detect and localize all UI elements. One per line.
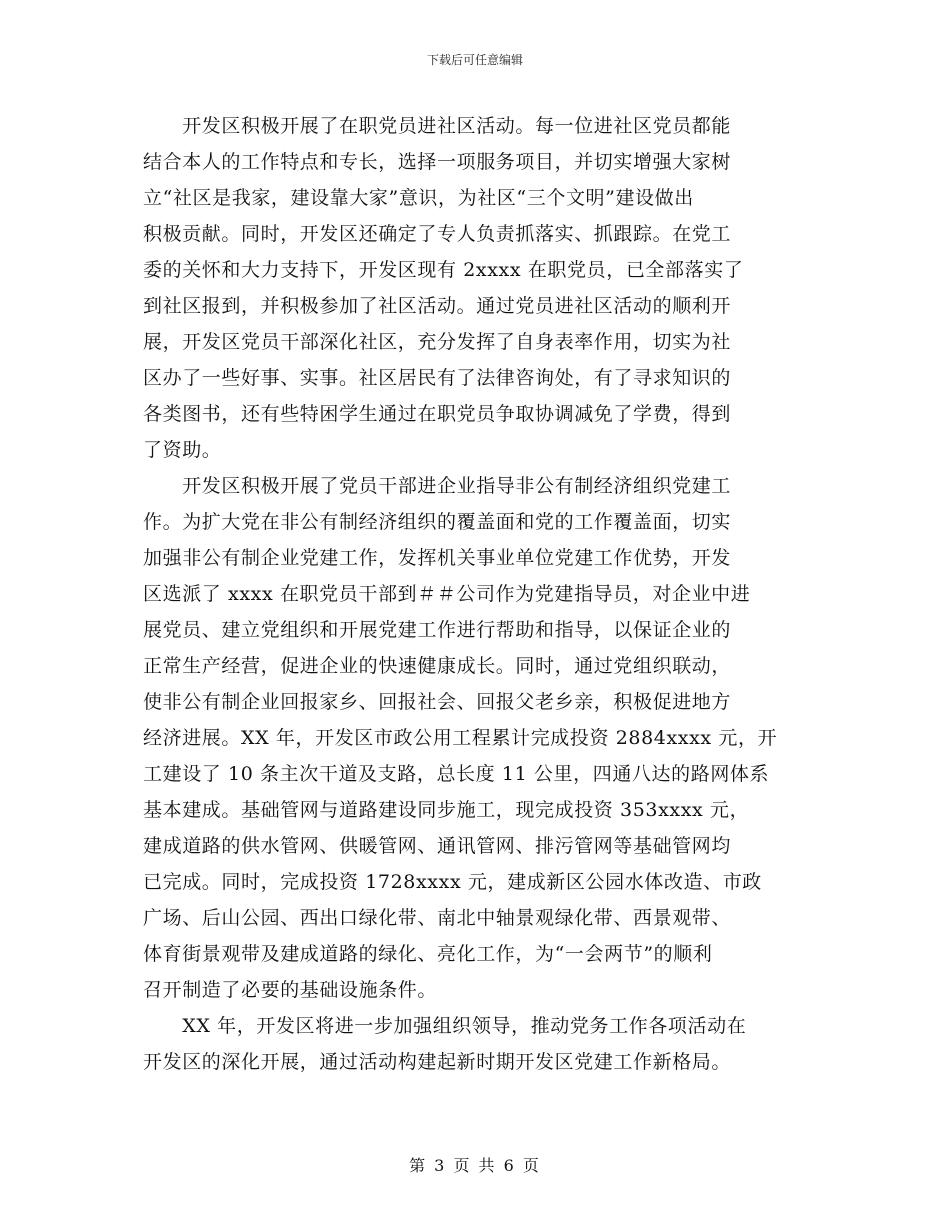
body-line: 区办了一些好事、实事。社区居民有了法律咨询处，有了寻求知识的 (143, 367, 732, 389)
body-line: 作。为扩大党在非公有制经济组织的覆盖面和党的工作覆盖面，切实 (143, 511, 732, 533)
body-line: 基本建成。基础管网与道路建设同步施工，现完成投资 353xxxx 元， (143, 799, 750, 821)
body-line: 到社区报到，并积极参加了社区活动。通过党员进社区活动的顺利开 (143, 295, 732, 317)
page-header: 下载后可任意编辑 (426, 53, 523, 67)
body-line: 开发区积极开展了在职党员进社区活动。每一位进社区党员都能 (143, 115, 732, 137)
body-line: 开发区的深化开展，通过活动构建起新时期开发区党建工作新格局。 (143, 1051, 732, 1073)
body-line: 加强非公有制企业党建工作，发挥机关事业单位党建工作优势，开发 (143, 547, 732, 569)
body-line: 积极贡献。同时，开发区还确定了专人负责抓落实、抓跟踪。在党工 (143, 223, 732, 245)
body-line: 委的关怀和大力支持下，开发区现有 2xxxx 在职党员，已全部落实了 (143, 259, 744, 281)
body-line: 使非公有制企业回报家乡、回报社会、回报父老乡亲，积极促进地方 (143, 691, 732, 713)
body-line: 体育街景观带及建成道路的绿化、亮化工作，为“一会两节”的顺利 (143, 943, 713, 965)
body-line: 区选派了 xxxx 在职党员干部到＃＃公司作为党建指导员，对企业中进 (143, 583, 751, 605)
body-line: 建成道路的供水管网、供暖管网、通讯管网、排污管网等基础管网均 (143, 835, 732, 857)
body-line: 展，开发区党员干部深化社区，充分发挥了自身表率作用，切实为社 (143, 331, 732, 353)
body-line: 正常生产经营，促进企业的快速健康成长。同时，通过党组织联动， (143, 655, 732, 677)
body-line: 已完成。同时，完成投资 1728xxxx 元，建成新区公园水体改造、市政 (143, 871, 762, 893)
page-number: 第 3 页 共 6 页 (409, 1156, 541, 1175)
body-line: 各类图书，还有些特困学生通过在职党员争取协调减免了学费，得到 (143, 403, 732, 425)
body-line: 立“社区是我家，建设靠大家”意识，为社区“三个文明”建设做出 (143, 187, 694, 209)
body-line: 经济进展。XX 年，开发区市政公用工程累计完成投资 2884xxxx 元，开 (143, 727, 778, 749)
body-line: 开发区积极开展了党员干部进企业指导非公有制经济组织党建工 (143, 475, 732, 497)
body-line: 工建设了 10 条主次干道及支路，总长度 11 公里，四通八达的路网体系 (143, 763, 770, 785)
body-line: 广场、后山公园、西出口绿化带、南北中轴景观绿化带、西景观带、 (143, 907, 732, 929)
body-line: XX 年，开发区将进一步加强组织领导，推动党务工作各项活动在 (143, 1015, 747, 1037)
body-line: 召开制造了必要的基础设施条件。 (143, 979, 438, 1001)
body-line: 结合本人的工作特点和专长，选择一项服务项目，并切实增强大家树 (143, 151, 732, 173)
body-line: 展党员、建立党组织和开展党建工作进行帮助和指导，以保证企业的 (143, 619, 732, 641)
body-line: 了资助。 (143, 439, 222, 461)
